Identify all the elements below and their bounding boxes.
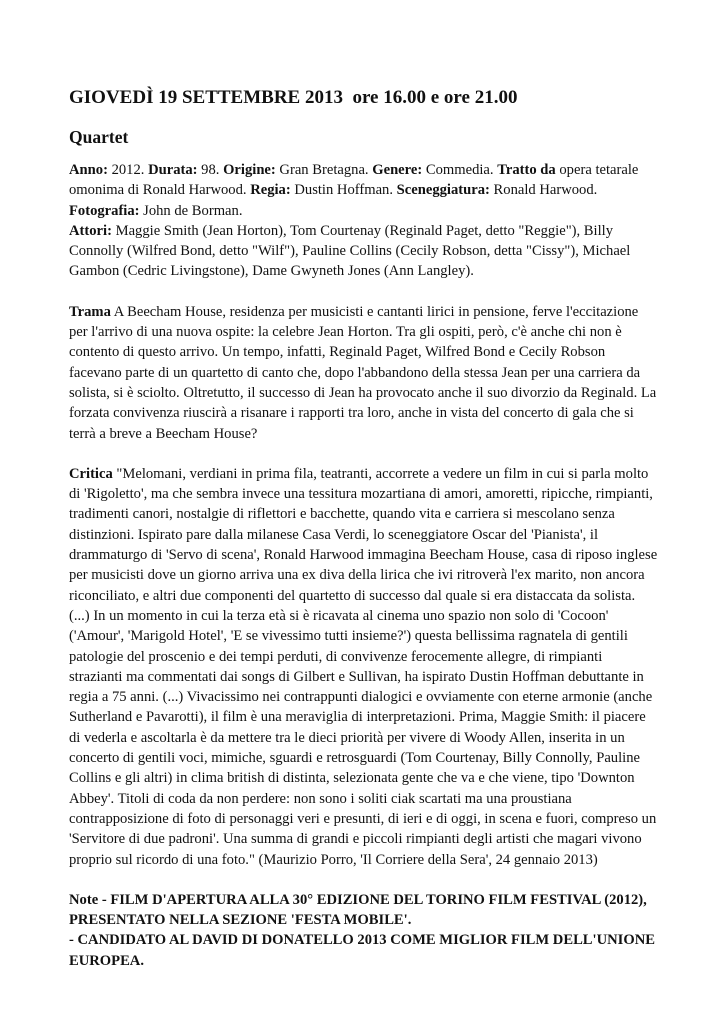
plot-section (69, 302, 659, 444)
document-page (69, 86, 659, 971)
sceneggiatura-label: Sceneggiatura: (396, 182, 490, 199)
notes-line-2: - CANDIDATO AL DAVID DI DONATELLO 2013 COME MIGLIOR FILM DELL'UNIONE EUROPEA. (69, 932, 655, 969)
trama-text: A Beecham House, residenza per musicisti e cantanti lirici in pensione, ferve l'eccitazione per l'arrivo di una nuova ospite: la celebre Jean Horton. Tra gli ospiti, però, c'è anche chi non è contento di questo arrivo. Un tempo, infatti, Reginald Paget, Wilfred Bond e Cecily Robson facevano parte di un quartetto di canto che, dopo l'abbandono della stessa Jean per una carriera da solista, si è sciolto. Oltretutto, il successo di Jean ha provocato anche il suo divorzio da Reginald. La forzata convivenza riuscirà a risanare i rapporti tra loro, anche in vista del concerto di gala che si terrà a breve a Beecham House? (69, 303, 657, 442)
fotografia-value: John de Borman. (139, 202, 243, 219)
critica-text: "Melomani, verdiani in prima fila, teatranti, accorrete a vedere un film in cui si parla molto di 'Rigoletto', ma che sembra invece una tessitura mozartiana di amori, amoretti, ripicche, rimpianti, tradimenti canori, nostalgie di riflettori e bacchette, quando vita e carriera si mescolano senza distinzioni. Ispirato pare dalla milanese Casa Verdi, lo sceneggiatore Oscar del 'Pianista', il drammaturgo di 'Servo di scena', Ronald Harwood immagina Beecham House, casa di riposo inglese per musicisti dove un giorno arriva una ex diva della lirica che ivi ritroverà l'ex marito, non ancora riconciliato, e altri due componenti del quartetto di successo dal quale si era distaccata da solista. (...) In un momento in cui la terza età si è ricavata al cinema uno spazio non solo di 'Cocoon' ('Amour', 'Marigold Hotel', 'E se vivessimo tutti insieme?') questa bellissima ragnatela di gentili patologie del proscenio e dei tempi perduti, di convivenze ferocemente allegre, di rimpianti strazianti ma commentati dai songs di Gilbert e Sullivan, ha ispirato Dustin Hoffman debuttante in regia a 75 anni. (...) Vivacissimo nei contrappunti dialogici e ovviamente con eterne armonie (anche Sutherland e Pavarotti), il film è una meraviglia di interpretazioni. Prima, Maggie Smith: il piacere di vederla e ascoltarla è da mettere tra le dieci priorità per vivere di Woody Allen, inserita in un concerto di gentili voci, mimiche, sguardi e retrosguardi (Tom Courtenay, Billy Connolly, Pauline Collins e gli altri) in clima british di distinta, selezionata gente che va e che viene, tipo 'Downton Abbey'. Titoli di coda da non perdere: non sono i soliti ciak scartati ma una proustiana contrapposizione di foto di personaggi veri e presunti, di ieri e di oggi, in scena e fuori, compreso un 'Servitore di due padroni'. Una summa di grandi e piccoli rimpianti degli artisti che magari vivono proprio sul ricordo di una foto." (Maurizio Porro, 'Il Corriere della Sera', 24 gennaio 2013) (69, 465, 658, 868)
regia-label: Regia: (250, 182, 291, 199)
notes-line-1: Note - FILM D'APERTURA ALLA 30° EDIZIONE DEL TORINO FILM FESTIVAL (2012), PRESENTATO NELLA SEZIONE 'FESTA MOBILE'. (69, 891, 647, 929)
durata-value: 98. (197, 162, 224, 178)
durata-label: Durata: (148, 162, 198, 178)
genere-label: Genere: (372, 162, 423, 178)
sceneggiatura-value: Ronald Harwood. (489, 182, 598, 199)
fotografia-label: Fotografia: (69, 202, 140, 219)
notes-section (69, 890, 659, 971)
attori-label: Attori: (69, 222, 112, 239)
genere-value: Commedia. (422, 162, 498, 178)
tratto-label: Tratto da (497, 162, 556, 178)
film-title: Quartet (69, 127, 129, 147)
critica-label: Critica (69, 465, 113, 482)
anno-value: 2012. (107, 162, 149, 178)
origine-label: Origine: (223, 162, 276, 178)
attori-value: Maggie Smith (Jean Horton), Tom Courtenay (Reginald Paget, detto "Reggie"), Billy Connolly (Wilfred Bond, detto "Wilf"), Pauline Collins (Cecily Robson, detta "Cissy"), Michael Gambon (Cedric Livingstone), Dame Gwyneth Jones (Ann Langley). (69, 222, 631, 280)
tratto-value: opera tetarale omonima di Ronald Harwood. (69, 162, 639, 199)
origine-value: Gran Bretagna. (275, 162, 373, 178)
trama-label: Trama (69, 303, 111, 320)
review-section (69, 464, 659, 870)
anno-label: Anno: (69, 162, 108, 178)
film-details (69, 160, 659, 282)
screening-date-heading: GIOVEDÌ 19 SETTEMBRE 2013 ore 16.00 e ore 21.00 (69, 87, 518, 108)
regia-value: Dustin Hoffman. (290, 182, 397, 199)
